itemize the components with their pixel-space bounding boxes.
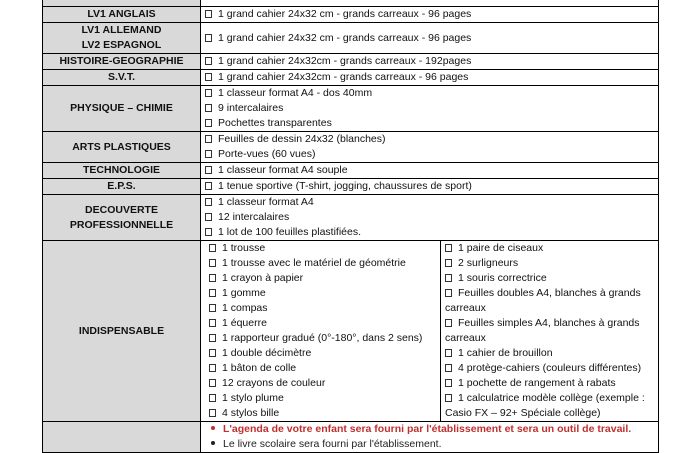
supply-item xyxy=(205,86,654,101)
bullet-icon xyxy=(211,426,215,430)
supply-item xyxy=(445,271,650,286)
supplies-cell xyxy=(201,163,659,179)
supply-item xyxy=(205,225,654,240)
supplies-cell xyxy=(201,23,659,54)
supply-item xyxy=(209,271,436,286)
supply-item xyxy=(209,256,436,271)
subject-cell xyxy=(43,23,201,54)
supply-item-text: Feuilles simples A4, blanches à grands carreaux xyxy=(445,317,640,344)
subject-label: PROFESSIONNELLE xyxy=(69,218,174,231)
supply-item xyxy=(445,286,650,316)
indispensable-column-left xyxy=(205,241,441,421)
supply-item-text: 1 bâton de colle xyxy=(222,362,297,374)
checkbox-icon xyxy=(209,349,216,357)
subject-label: DECOUVERTE xyxy=(85,203,158,216)
supply-item-text: 1 tenue sportive (T-shirt, jogging, chaussures de sport) xyxy=(218,180,472,192)
checkbox-icon xyxy=(205,213,212,221)
table-row xyxy=(43,70,659,86)
checkbox-icon xyxy=(209,379,216,387)
supply-item xyxy=(445,391,650,421)
indispensable-column-right xyxy=(441,241,654,421)
supply-item-text: 2 surligneurs xyxy=(458,257,519,269)
supplies-table xyxy=(42,0,659,453)
checkbox-icon xyxy=(205,119,212,127)
table-row xyxy=(43,23,659,54)
supply-item xyxy=(209,331,436,346)
supplies-cell xyxy=(201,195,659,241)
notes-cell xyxy=(201,422,659,453)
subject-cell xyxy=(43,70,201,86)
supply-item-text: 1 classeur format A4 - dos 40mm xyxy=(218,87,373,99)
subject-cell xyxy=(43,132,201,163)
supply-item xyxy=(445,256,650,271)
supply-item-text: 1 souris correctrice xyxy=(458,272,547,284)
checkbox-icon xyxy=(445,244,452,252)
supplies-cell xyxy=(201,86,659,132)
supply-item-text: 1 compas xyxy=(222,302,268,314)
supply-item xyxy=(205,101,654,116)
table-row xyxy=(43,7,659,23)
checkbox-icon xyxy=(209,319,216,327)
supply-item-text: 1 grand cahier 24x32 cm - grands carreaux - 96 pages xyxy=(218,8,472,20)
checkbox-icon xyxy=(205,166,212,174)
checkbox-icon xyxy=(205,34,212,42)
supply-item-text: 1 grand cahier 24x32cm - grands carreaux - 192pages xyxy=(218,55,472,67)
supply-item-text: Feuilles de dessin 24x32 (blanches) xyxy=(218,133,386,145)
supply-item xyxy=(209,241,436,256)
supply-item xyxy=(209,391,436,406)
checkbox-icon xyxy=(445,274,452,282)
supply-item xyxy=(209,406,436,421)
checkbox-icon xyxy=(205,228,212,236)
supply-item xyxy=(209,301,436,316)
subject-label: LV2 ESPAGNOL xyxy=(81,39,162,51)
checkbox-icon xyxy=(209,304,216,312)
checkbox-icon xyxy=(445,349,452,357)
supply-item xyxy=(445,376,650,391)
subject-cell xyxy=(43,86,201,132)
supplies-cell xyxy=(201,132,659,163)
checkbox-icon xyxy=(209,259,216,267)
checkbox-icon xyxy=(445,259,452,267)
subject-cell xyxy=(43,179,201,195)
subject-cell xyxy=(43,422,201,453)
supply-item-text: 1 grand cahier 24x32 cm - grands carreaux - 96 pages xyxy=(218,31,472,44)
subject-label: E.P.S. xyxy=(107,180,136,192)
supply-item xyxy=(209,316,436,331)
supply-item xyxy=(205,54,654,69)
table-row xyxy=(43,163,659,179)
supply-item-text: 9 intercalaires xyxy=(218,102,284,114)
checkbox-icon xyxy=(205,182,212,190)
supply-item xyxy=(205,163,654,178)
supplies-cell xyxy=(201,54,659,70)
checkbox-icon xyxy=(209,274,216,282)
indispensable-columns xyxy=(205,241,654,421)
supply-item xyxy=(445,316,650,346)
checkbox-icon xyxy=(209,244,216,252)
checkbox-icon xyxy=(209,334,216,342)
supply-item xyxy=(209,376,436,391)
supply-item xyxy=(205,210,654,225)
supply-item xyxy=(205,70,654,85)
subject-label: S.V.T. xyxy=(107,71,136,83)
supply-item xyxy=(205,132,654,147)
checkbox-icon xyxy=(445,289,452,297)
checkbox-icon xyxy=(205,150,212,158)
supply-item xyxy=(205,7,654,22)
supply-item-text: 4 protège-cahiers (couleurs différentes) xyxy=(458,362,642,374)
supply-item-text: 1 paire de ciseaux xyxy=(458,242,544,254)
table-row xyxy=(43,179,659,195)
table-row xyxy=(43,54,659,70)
supply-item-text: 1 pochette de rangement à rabats xyxy=(458,377,616,389)
subject-label: TECHNOLOGIE xyxy=(82,164,160,176)
checkbox-icon xyxy=(205,10,212,18)
checkbox-icon xyxy=(205,198,212,206)
checkbox-icon xyxy=(445,364,452,372)
supply-item-text: Porte-vues (60 vues) xyxy=(218,148,316,160)
supply-item-text: 1 lot de 100 feuilles plastifiées. xyxy=(218,226,362,238)
supply-item-text: 1 classeur format A4 souple xyxy=(218,164,348,176)
supply-item xyxy=(445,241,650,256)
table-row xyxy=(43,422,659,453)
supply-item-text: 1 crayon à papier xyxy=(222,272,304,284)
table-row xyxy=(43,241,659,422)
supply-item-text: Feuilles doubles A4, blanches à grands carreaux xyxy=(445,287,641,314)
supply-item xyxy=(209,361,436,376)
table-row xyxy=(43,195,659,241)
supply-item xyxy=(205,31,654,46)
subject-label: LV1 ANGLAIS xyxy=(87,8,156,20)
checkbox-icon xyxy=(205,135,212,143)
subject-cell xyxy=(43,195,201,241)
supply-item xyxy=(209,286,436,301)
supplies-cell xyxy=(201,241,659,422)
supply-item xyxy=(445,346,650,361)
checkbox-icon xyxy=(209,289,216,297)
supply-item-text: 4 stylos bille xyxy=(222,407,280,419)
supply-item-text: 1 classeur format A4 xyxy=(218,196,314,208)
checkbox-icon xyxy=(445,379,452,387)
supply-item-text: 1 trousse xyxy=(222,242,266,254)
supply-item-text: 1 stylo plume xyxy=(222,392,284,404)
supply-item xyxy=(205,195,654,210)
supplies-table-body xyxy=(43,0,659,453)
supply-item-text: 1 grand cahier 24x32cm - grands carreaux - 96 pages xyxy=(218,71,469,83)
subject-cell xyxy=(43,163,201,179)
supply-item-text: 1 double décimètre xyxy=(222,347,312,359)
checkbox-icon xyxy=(445,394,452,402)
note-text: L'agenda de votre enfant sera fourni par l'établissement et sera un outil de travail. xyxy=(223,423,632,435)
supply-item-text: 1 rapporteur gradué (0°-180°, dans 2 sens) xyxy=(222,332,423,344)
supplies-cell xyxy=(201,7,659,23)
supply-item xyxy=(445,361,650,376)
note-item xyxy=(205,437,654,452)
subject-label: HISTOIRE-GEOGRAPHIE xyxy=(59,55,184,67)
checkbox-icon xyxy=(205,89,212,97)
checkbox-icon xyxy=(205,73,212,81)
supply-item xyxy=(205,116,654,131)
supply-item-text: 1 calculatrice modèle collège (exemple : Casio FX – 92+ Spéciale collège) xyxy=(445,392,645,419)
supplies-cell xyxy=(201,70,659,86)
checkbox-icon xyxy=(209,409,216,417)
supply-item-text: Pochettes transparentes xyxy=(218,117,332,129)
note-text: Le livre scolaire sera fourni par l'établissement. xyxy=(223,438,442,450)
subject-label: INDISPENSABLE xyxy=(78,324,165,337)
subject-label: PHYSIQUE – CHIMIE xyxy=(70,102,173,114)
table-row xyxy=(43,86,659,132)
subject-cell xyxy=(43,54,201,70)
bullet-icon xyxy=(211,441,215,445)
checkbox-icon xyxy=(209,394,216,402)
table-row xyxy=(43,132,659,163)
supplies-cell xyxy=(201,179,659,195)
supply-item-text: 1 gomme xyxy=(222,287,266,299)
supply-item xyxy=(205,147,654,162)
checkbox-icon xyxy=(445,319,452,327)
supply-item xyxy=(209,346,436,361)
checkbox-icon xyxy=(209,364,216,372)
subject-label: LV1 ALLEMAND xyxy=(81,24,162,36)
subject-cell xyxy=(43,241,201,422)
supply-item-text: 1 trousse avec le matériel de géométrie xyxy=(222,257,406,269)
checkbox-icon xyxy=(205,57,212,65)
supply-item-text: 12 crayons de couleur xyxy=(222,377,326,389)
supply-item xyxy=(205,179,654,194)
checkbox-icon xyxy=(205,104,212,112)
supply-item-text: 1 équerre xyxy=(222,317,267,329)
supply-item-text: 1 cahier de brouillon xyxy=(458,347,553,359)
supply-item-text: 12 intercalaires xyxy=(218,211,290,223)
subject-label: ARTS PLASTIQUES xyxy=(72,140,171,153)
subject-cell xyxy=(43,7,201,23)
